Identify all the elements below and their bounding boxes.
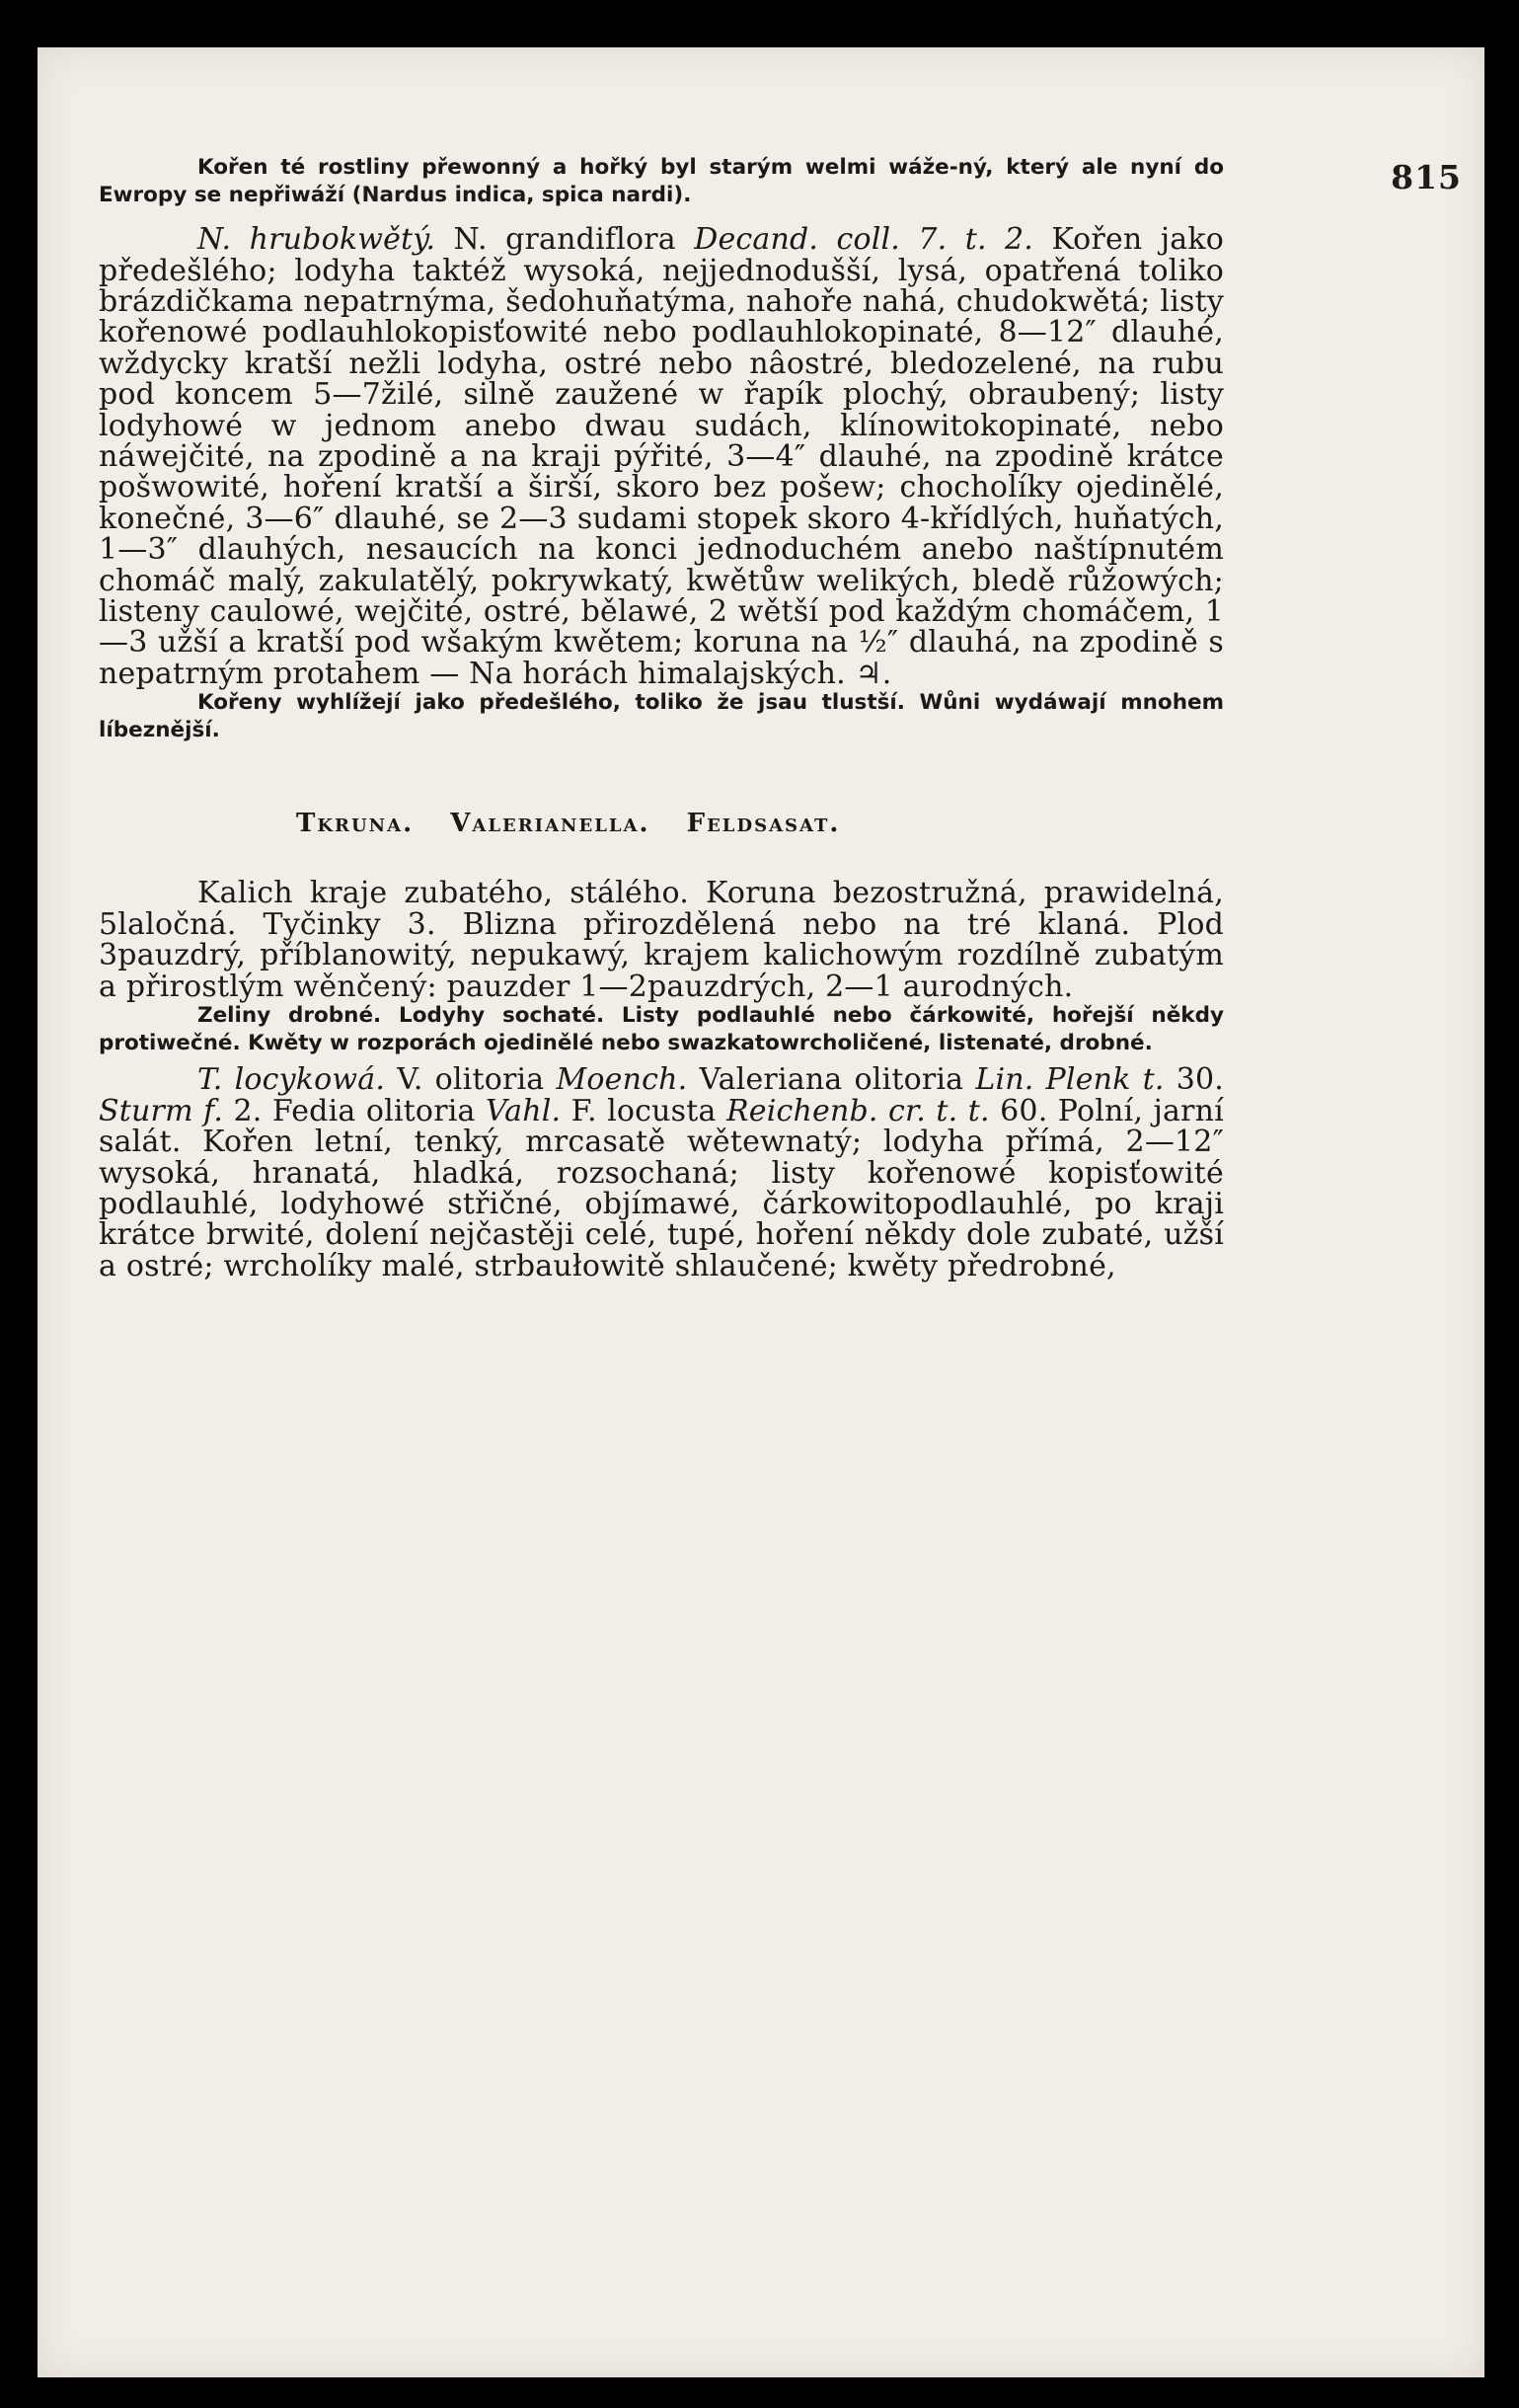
species-name: N. hrubokwětý. [197,222,436,258]
genus-description: Kalich kraje zubatého, stálého. Koruna bezostružná, prawidelná, 5laločná. Tyčinky 3. Blizna přirozdělená nebo na tré klaná. Plod 3pauzdrý, příblanowitý, nepukawý, krajem kalichowým rozdílně zubatým a přirostlým wěnčený: pauzder 1—2pauzdrých, 2—1 aurodných. [99,876,1224,1004]
synonym-prefix: N. grandiflora [453,222,676,258]
species-paragraph-1 [99,224,1224,689]
genus-name-german: Feldsasat. [686,809,841,839]
synonym-text-1: V. olitoria [397,1062,545,1098]
synonym-text-2: Valeriana olitoria [699,1062,964,1098]
genus-name-czech: Tkruna. [296,809,415,839]
species-note-1: Kořeny wyhlížejí jako předešlého, toliko že jsau tlustší. Wůni wydáwají mnohem líbeznější. [99,690,1224,742]
synonym-ref-3: Vahl. [486,1093,562,1128]
species-name-2: T. locykowá. [197,1062,386,1098]
page-content [99,154,1224,1282]
synonym-author-1: Moench. [556,1062,688,1098]
species-description-2: 60. Polní, jarní salát. Kořen letní, tenký, mrcasatě wětewnatý; lodyha přímá, 2—12″ wysoká, hranatá, hladká, rozsochaná; listy kořenowé kopisťowité podlauhlé, lodyhowé střičné, objímawé, čárkowitopodlauhlé, po kraji krátce brwité, dolení nejčastěji celé, tupé, hoření někdy dole zubaté, užší a ostré; wrcholíky malé, strbaułowitě shlaučené; kwěty předrobné, [99,1093,1224,1283]
synonym-ref-1: Lin. Plenk t. [975,1062,1165,1098]
page-number: 815 [1391,158,1462,196]
book-page [38,47,1484,2377]
genus-note: Zeliny drobné. Lodyhy sochaté. Listy podlauhlé nebo čárkowité, hořejší někdy protiwečné. Kwěty w rozporách ojedinělé nebo swazkatowrcholičené, listenaté, drobné. [99,1003,1224,1055]
genus-heading [296,809,1224,838]
synonym-ref-2: Sturm f. [99,1093,224,1128]
synonym-reference: Decand. coll. 7. t. 2. [694,222,1034,258]
synonym-ref-4: Reichenb. cr. t. t. [725,1093,990,1128]
genus-name-latin: Valerianella. [450,809,650,839]
species-description: Kořen jako předešlého; lodyha taktéž wysoká, nejjednodušší, lysá, opatřená toliko brázdičkama nepatrnýma, šedohuňatýma, nahoře nahá, chudokwětá; listy kořenowé podlauhlokopisťowité nebo podlauhlokopinaté, 8—12″ dlauhé, wždycky kratší nežli lodyha, ostré nebo nâostré, bledozelené, na rubu pod koncem 5—7žilé, silně zaužené w řapík plochý, obraubený; listy lodyhowé w jednom anebo dwau sudách, klínowitokopinaté, nebo náwejčité, na zpodině a na kraji pýřité, 3—4″ dlauhé, na zpodině krátce pošwowité, hoření kratší a širší, skoro bez pošew; chocholíky ojedinělé, konečné, 3—6″ dlauhé, se 2—3 sudami stopek skoro 4-křídlých, huňatých, 1—3″ dlauhých, nesaucích na konci jednoduchém anebo naštípnutém chomáč malý, zakulatělý, pokrywkatý, kwětůw welikých, bledě růžowých; listeny caulowé, wejčité, ostré, bělawé, 2 wětší pod každým chomáčem, 1—3 užší a kratší pod wšakým kwětem; koruna na ½″ dlauhá, na zpodině s nepatrným protahem — Na horách himalajských. ♃. [99,222,1224,691]
synonym-text-4: 2. Fedia olitoria [233,1093,476,1128]
synonym-text-5: F. locusta [570,1093,717,1128]
species-paragraph-2 [99,1064,1224,1282]
intro-note: Kořen té rostliny přewonný a hořký byl starým welmi wáže-ný, který ale nyní do Ewropy se nepřiwáží (Nardus indica, spica nardi). [99,155,1224,207]
synonym-text-3: 30. [1176,1062,1224,1098]
